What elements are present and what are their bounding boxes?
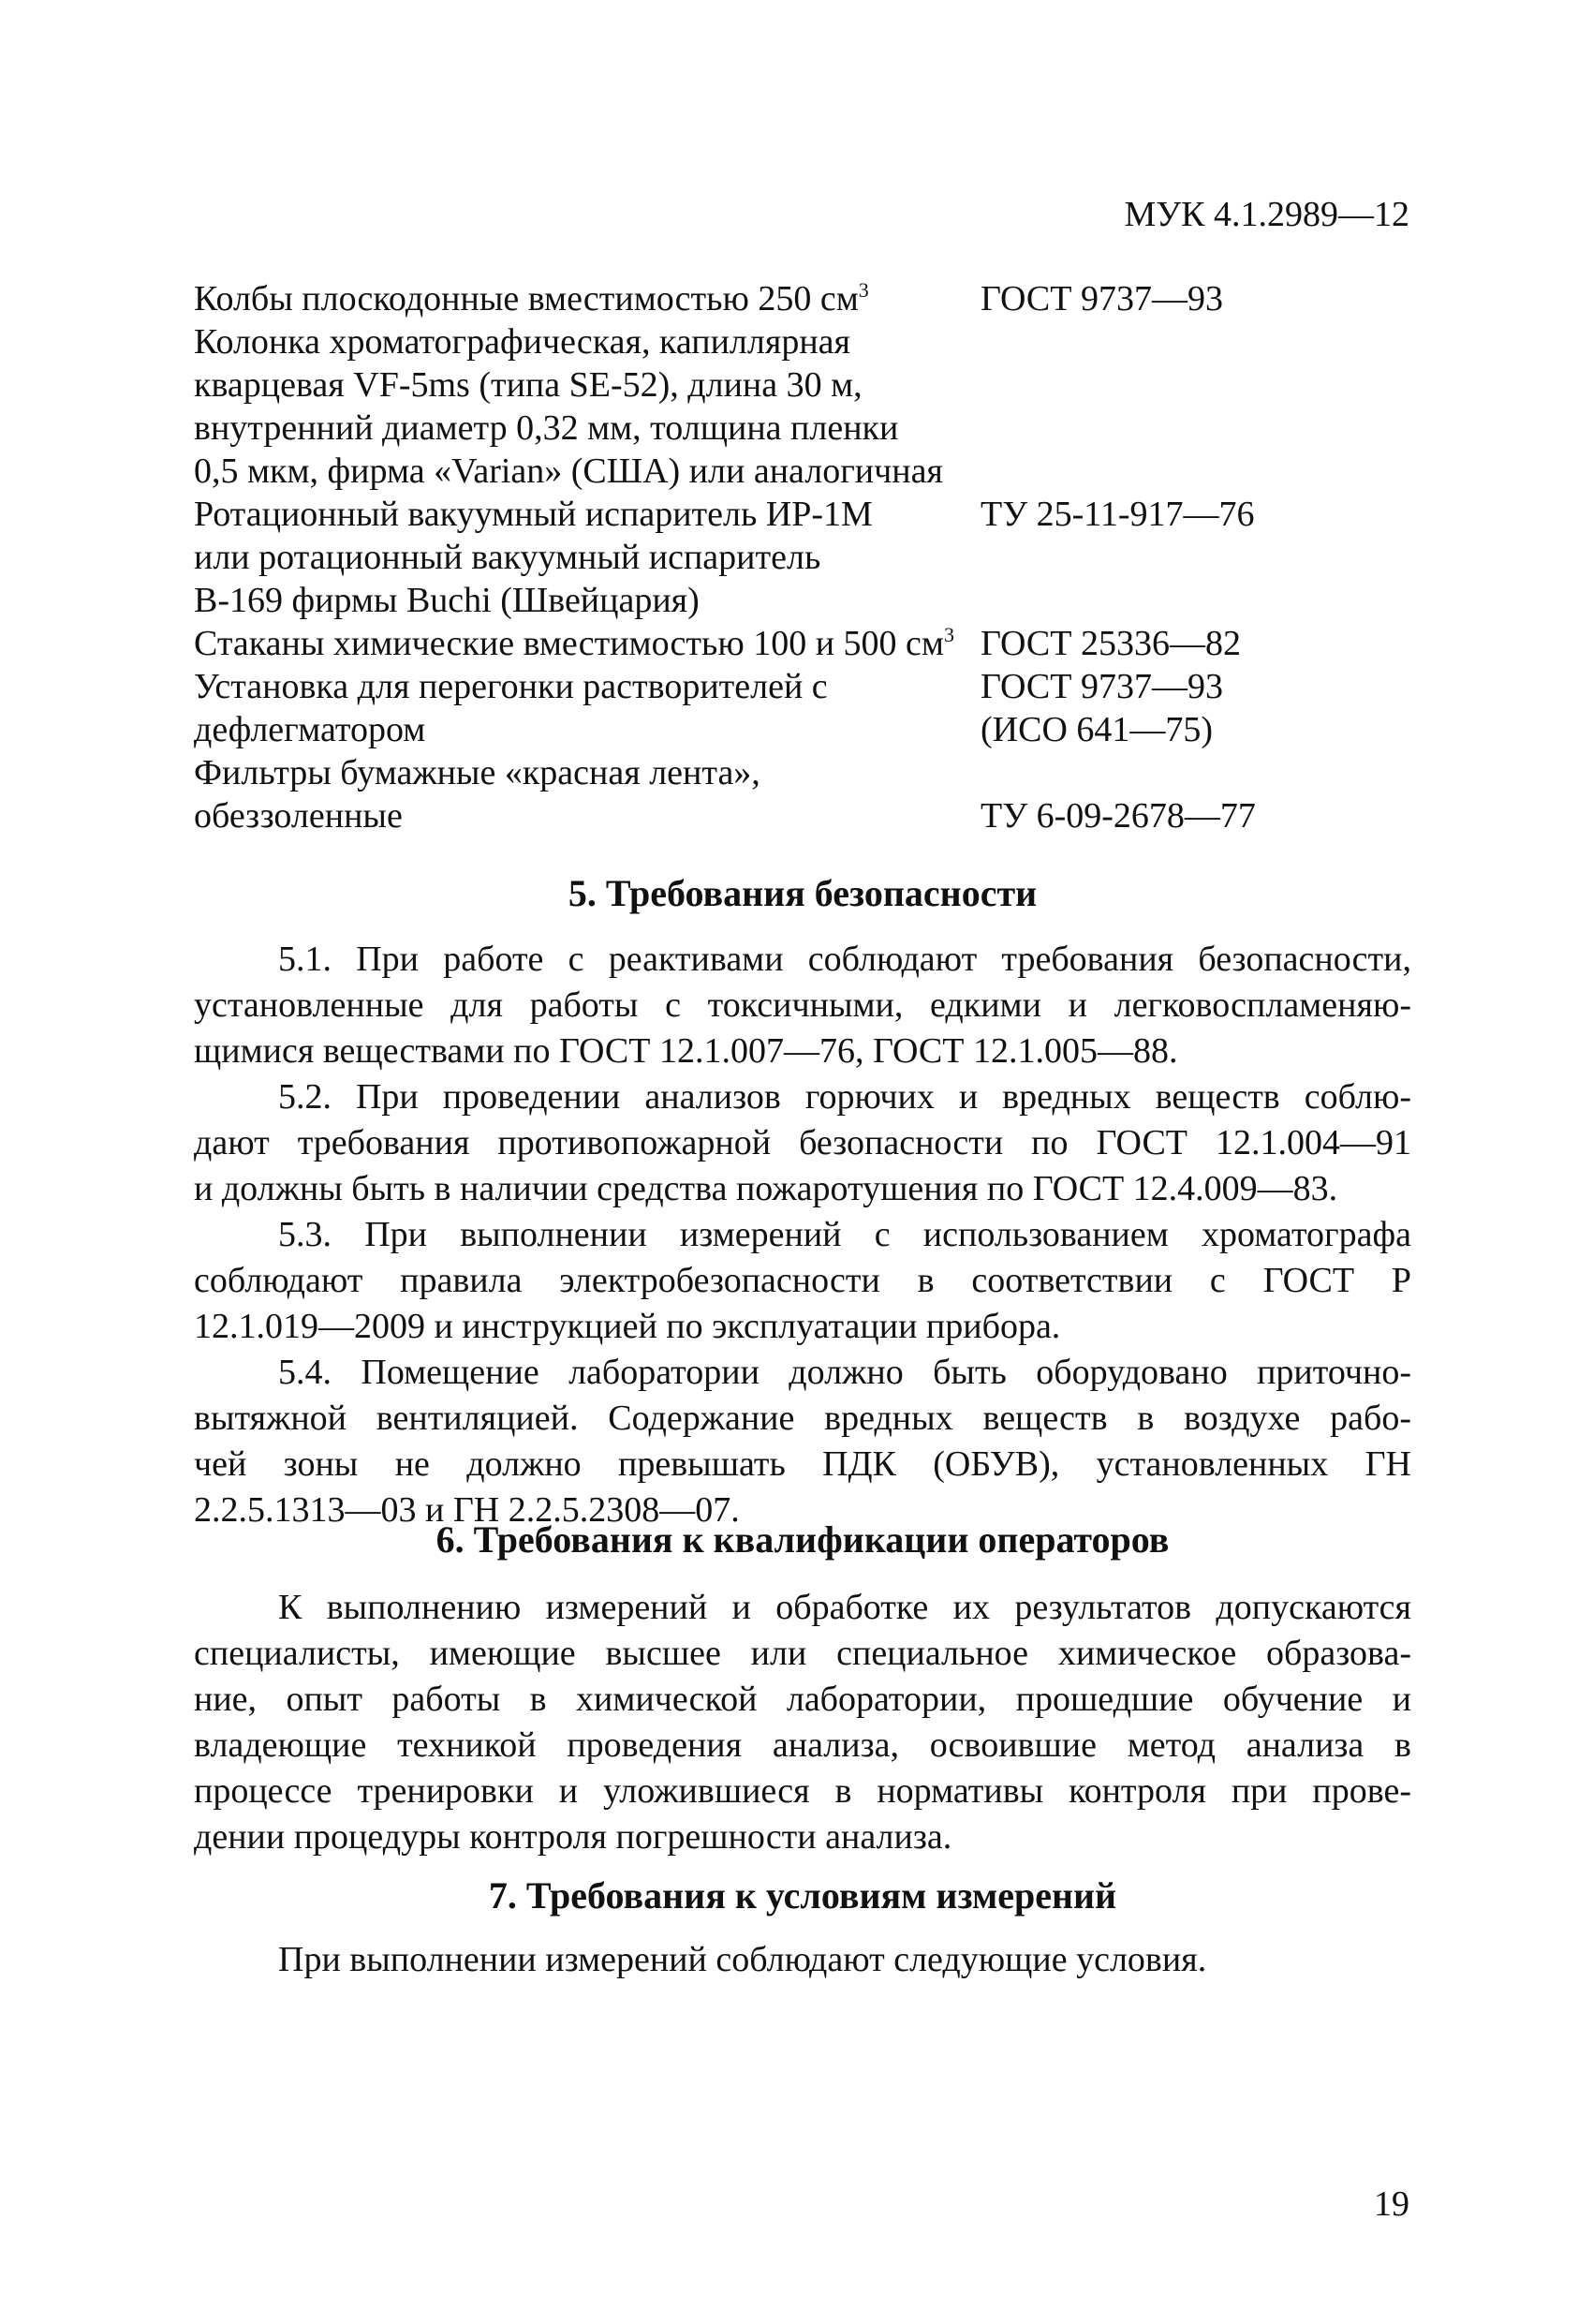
equipment-standard	[981, 751, 1411, 837]
unit-superscript: 3	[943, 623, 954, 646]
paragraph	[194, 937, 1411, 1074]
equipment-name-text: Колбы плоскодонные вместимостью 250 см	[194, 279, 859, 318]
equipment-name	[194, 751, 981, 837]
section-6-title: 6. Требования к квалификации операторов	[435, 1518, 1170, 1561]
equipment-name-text: 0,5 мкм, фирма «Varian» (США) или аналогичная	[194, 451, 943, 491]
unit-superscript: 3	[858, 278, 869, 302]
equipment-standard	[981, 622, 1411, 665]
equipment-standard	[981, 320, 1411, 493]
equipment-row	[194, 751, 1411, 837]
equipment-name-line	[194, 665, 981, 708]
equipment-name-text: внутренний диаметр 0,32 мм, толщина пленки	[194, 408, 899, 448]
paragraph-line: 5.1. При работе с реактивами соблюдают требования безопасности,	[278, 940, 1411, 979]
standard-reference: ТУ 6-09-2678—77	[981, 796, 1256, 836]
equipment-name-text: Установка для перегонки растворителей с	[194, 667, 828, 706]
equipment-name	[194, 665, 981, 751]
equipment-row	[194, 493, 1411, 622]
paragraph-line: чей зоны не должно превышать ПДК (ОБУВ), установленных ГН	[194, 1444, 1411, 1484]
standard-reference: ГОСТ 9737—93	[981, 667, 1223, 706]
section-5-body	[194, 937, 1411, 1533]
paragraph-line: 5.3. При выполнении измерений с использованием хроматографа	[278, 1215, 1411, 1254]
equipment-name-text: В-169 фирмы Buchi (Швейцария)	[194, 581, 700, 620]
paragraph-line: 12.1.019—2009 и инструкцией по эксплуатации прибора.	[194, 1307, 1061, 1346]
document-code: МУК 4.1.2989—12	[1124, 195, 1409, 234]
paragraph-line: 5.2. При проведении анализов горючих и вредных веществ соблю-	[278, 1077, 1411, 1117]
page-number: 19	[1374, 2184, 1409, 2224]
equipment-name-text: Фильтры бумажные «красная лента»,	[194, 753, 760, 792]
paragraph-line: и должны быть в наличии средства пожаротушения по ГОСТ 12.4.009—83.	[194, 1169, 1338, 1208]
paragraph-line: дении процедуры контроля погрешности анализа.	[194, 1817, 952, 1857]
paragraph-line: щимися веществами по ГОСТ 12.1.007—76, ГОСТ 12.1.005—88.	[194, 1031, 1178, 1071]
paragraph	[194, 1074, 1411, 1212]
section-7-body	[194, 1937, 1411, 1983]
paragraph-line: ние, опыт работы в химической лаборатории, прошедшие обучение и	[194, 1680, 1411, 1719]
equipment-name-line	[194, 579, 981, 622]
paragraph-line: процессе тренировки и уложившиеся в нормативы контроля при прове-	[194, 1771, 1411, 1811]
paragraph-line: специалисты, имеющие высшее или специальное химическое образова-	[194, 1634, 1411, 1673]
equipment-name-text: дефлегматором	[194, 710, 426, 749]
paragraph-line: владеющие техникой проведения анализа, освоившие метод анализа в	[194, 1725, 1411, 1765]
equipment-name	[194, 622, 981, 665]
equipment-name	[194, 320, 981, 493]
standard-reference: (ИСО 641—75)	[981, 710, 1214, 749]
equipment-name-line	[194, 320, 981, 363]
equipment-name-line	[194, 751, 981, 794]
equipment-name	[194, 493, 981, 622]
equipment-name-text: Колонка хроматографическая, капиллярная	[194, 322, 850, 362]
equipment-list	[194, 277, 1411, 837]
standard-reference: ГОСТ 25336—82	[981, 624, 1241, 663]
paragraph-line: К выполнению измерений и обработке их результатов допускаются	[278, 1588, 1411, 1627]
equipment-name-text: или ротационный вакуумный испаритель	[194, 538, 821, 577]
equipment-standard	[981, 277, 1411, 320]
equipment-row	[194, 277, 1411, 320]
paragraph-line: 2.2.5.1313—03 и ГН 2.2.5.2308—07.	[194, 1490, 740, 1530]
equipment-name-line	[194, 536, 981, 579]
equipment-name-line	[194, 708, 981, 751]
equipment-name-line	[194, 277, 981, 320]
standard-reference: ТУ 25-11-917—76	[981, 495, 1255, 534]
section-5-title: 5. Требования безопасности	[568, 872, 1038, 914]
paragraph-line: 5.4. Помещение лаборатории должно быть оборудовано приточно-	[278, 1353, 1411, 1392]
equipment-name	[194, 277, 981, 320]
equipment-name-text: Ротационный вакуумный испаритель ИР-1М	[194, 495, 873, 534]
equipment-name-line	[194, 450, 981, 493]
section-6-body	[194, 1585, 1411, 1860]
paragraph-line: дают требования противопожарной безопасности по ГОСТ 12.1.004—91	[194, 1123, 1411, 1162]
equipment-name-line	[194, 493, 981, 536]
paragraph	[194, 1585, 1411, 1860]
paragraph-line: При выполнении измерений соблюдают следующие условия.	[278, 1940, 1207, 1979]
paragraph	[194, 1350, 1411, 1533]
equipment-name-line	[194, 363, 981, 407]
paragraph-line: установленные для работы с токсичными, едкими и легковоспламеняю-	[194, 985, 1411, 1025]
standard-reference: ГОСТ 9737—93	[981, 279, 1223, 318]
equipment-row	[194, 320, 1411, 493]
equipment-name-text: Стаканы химические вместимостью 100 и 500 см	[194, 624, 944, 663]
equipment-name-text: кварцевая VF-5ms (типа SE-52), длина 30 м,	[194, 365, 863, 405]
section-7-title: 7. Требования к условиям измерений	[488, 1874, 1117, 1917]
equipment-standard	[981, 493, 1411, 622]
equipment-standard	[981, 665, 1411, 751]
equipment-row	[194, 622, 1411, 665]
equipment-name-text: обеззоленные	[194, 796, 403, 836]
equipment-name-line	[194, 622, 981, 665]
paragraph	[194, 1212, 1411, 1350]
paragraph-line: вытяжной вентиляцией. Содержание вредных веществ в воздухе рабо-	[194, 1399, 1411, 1438]
equipment-row	[194, 665, 1411, 751]
equipment-name-line	[194, 407, 981, 450]
equipment-name-line	[194, 794, 981, 837]
paragraph-line: соблюдают правила электробезопасности в соответствии с ГОСТ Р	[194, 1261, 1411, 1300]
